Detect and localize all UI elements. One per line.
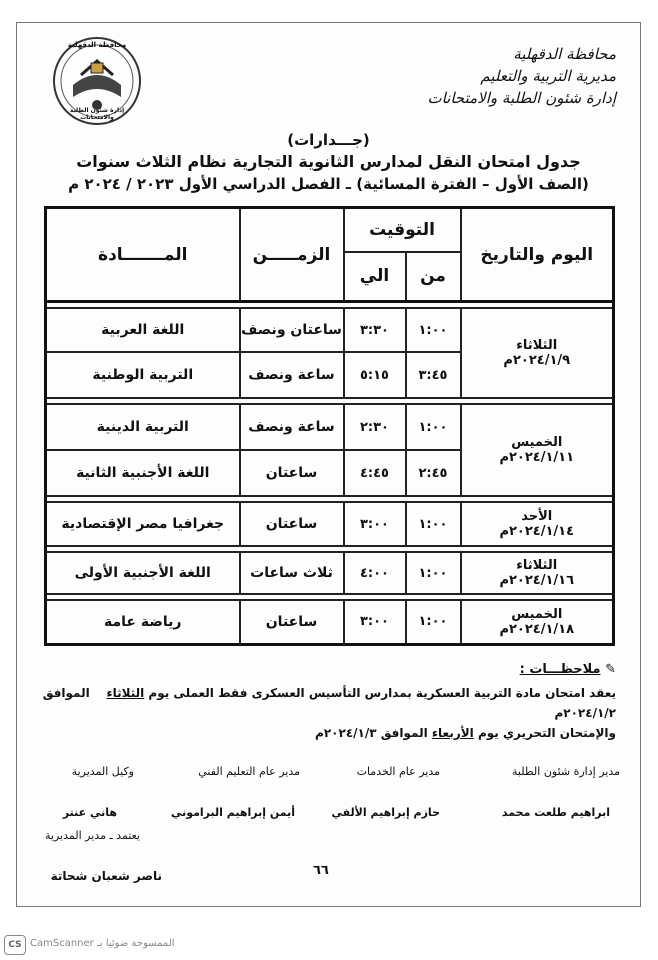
time-to: ٢:٣٠ xyxy=(344,404,406,450)
duration: ساعة ونصف xyxy=(240,404,344,450)
ministry-line: مديرية التربية والتعليم xyxy=(480,67,616,85)
day-date: ٢٠٢٤/١/١٤م xyxy=(499,524,575,539)
note-day: الثلاثاء xyxy=(106,686,145,700)
table-row xyxy=(46,552,614,594)
time-to: ٤:٤٥ xyxy=(344,450,406,496)
subject: اللغة الأجنبية الثانية xyxy=(46,450,240,496)
subject: اللغة الأجنبية الأولى xyxy=(46,552,240,594)
day-cell xyxy=(461,308,614,398)
subject: اللغة العربية xyxy=(46,308,240,352)
page-number: ٦٦ xyxy=(313,863,329,878)
day-date: ٢٠٢٤/١/١١م xyxy=(499,450,575,465)
header-from: من xyxy=(406,252,461,302)
logo-caption-bottom: إدارة شئون الطلبة والامتحانات xyxy=(69,107,125,121)
note-text: والإمتحان التحريري يوم xyxy=(477,726,616,740)
document-page xyxy=(16,22,641,907)
table-row xyxy=(46,308,614,352)
title-line-3: (الصف الأول – الفترة المسائية) ـ الفصل الدراسي الأول ٢٠٢٣ / ٢٠٢٤ م xyxy=(68,175,589,193)
pen-icon: ✎ xyxy=(605,662,616,677)
time-to: ٣:٠٠ xyxy=(344,502,406,546)
duration: ساعة ونصف xyxy=(240,352,344,398)
note-date: الموافق ٢٠٢٤/١/٣م xyxy=(315,726,428,740)
duration: ساعتان ونصف xyxy=(240,308,344,352)
day-cell xyxy=(461,404,614,496)
day-name: الخميس xyxy=(511,435,563,450)
time-to: ٣:٠٠ xyxy=(344,600,406,644)
table-row xyxy=(46,404,614,450)
subject: جغرافيا مصر الإقتصادية xyxy=(46,502,240,546)
signature-title: مدير عام الخدمات xyxy=(356,765,440,778)
duration: ساعتان xyxy=(240,600,344,644)
signature-title: وكيل المديرية xyxy=(71,765,134,778)
document-title xyxy=(17,129,640,195)
ministry-header xyxy=(396,43,616,109)
duration: ثلاث ساعات xyxy=(240,552,344,594)
notes-heading xyxy=(520,662,616,677)
time-from: ١:٠٠ xyxy=(406,600,461,644)
title-line-2: جدول امتحان النقل لمدارس الثانوية التجارية نظام الثلاث سنوات xyxy=(76,152,581,171)
day-name: الخميس xyxy=(511,606,563,622)
subject: التربية الدينية xyxy=(46,404,240,450)
day-name: الثلاثاء xyxy=(516,558,558,573)
note-line xyxy=(36,683,616,723)
time-from: ٢:٤٥ xyxy=(406,450,461,496)
signature-name: أيمن إبراهيم البراموني xyxy=(170,806,295,819)
header-timing: التوقيت xyxy=(344,208,461,252)
note-day: الأربعاء xyxy=(431,726,474,740)
day-date: ٢٠٢٤/١/١٦م xyxy=(499,573,575,588)
day-cell xyxy=(461,502,614,546)
day-cell xyxy=(461,600,614,644)
header-day-date: اليوم والتاريخ xyxy=(461,208,614,302)
title-line-1: (جـــدارات) xyxy=(287,131,370,149)
subject: رياضة عامة xyxy=(46,600,240,644)
signature-name: ابراهيم طلعت محمد xyxy=(501,806,610,819)
note-text: يعقد امتحان مادة التربية العسكرية بمدارس التأسيس العسكرى فقط العملى يوم xyxy=(148,686,616,700)
time-from: ١:٠٠ xyxy=(406,404,461,450)
camscanner-watermark: الممسوحة ضوئيا بـ CamScanner xyxy=(30,938,175,949)
note-line xyxy=(36,723,616,743)
signature-name: هاني عنتر xyxy=(62,806,117,819)
time-from: ١:٠٠ xyxy=(406,552,461,594)
duration: ساعتان xyxy=(240,502,344,546)
header-to: الي xyxy=(344,252,406,302)
exam-schedule-table xyxy=(44,206,615,646)
approval-title: يعتمد ـ مدير المديرية xyxy=(45,829,140,842)
signature-title: مدير عام التعليم الفني xyxy=(198,765,300,778)
notes-heading-text: ملاحظـــات : xyxy=(519,662,601,677)
header-duration: الزمـــــن xyxy=(240,208,344,302)
time-from: ٣:٤٥ xyxy=(406,352,461,398)
table-row xyxy=(46,600,614,644)
notes-body xyxy=(36,683,616,743)
camscanner-icon: CS xyxy=(4,935,26,955)
signature-name: حازم إبراهيم الألفي xyxy=(331,806,440,819)
logo-caption-top: محافظة الدقهلية xyxy=(67,41,127,49)
day-name: الأحد xyxy=(521,509,553,524)
time-from: ١:٠٠ xyxy=(406,502,461,546)
day-cell xyxy=(461,552,614,594)
day-name: الثلاثاء xyxy=(516,338,558,353)
time-from: ١:٠٠ xyxy=(406,308,461,352)
duration: ساعتان xyxy=(240,450,344,496)
day-date: ٢٠٢٤/١/٩م xyxy=(503,353,571,368)
time-to: ٥:١٥ xyxy=(344,352,406,398)
table-row xyxy=(46,502,614,546)
director-name: ناصر شعبان شحاتة xyxy=(50,869,162,883)
ministry-line: محافظة الدقهلية xyxy=(513,45,616,63)
signature-title: مدير إدارة شئون الطلبة xyxy=(512,765,620,778)
ministry-line: إدارة شئون الطلبة والامتحانات xyxy=(427,89,616,107)
time-to: ٣:٣٠ xyxy=(344,308,406,352)
note-date: الموافق ٢٠٢٤/١/٢م xyxy=(42,686,616,720)
day-date: ٢٠٢٤/١/١٨م xyxy=(499,621,575,637)
header-subject: المـــــــادة xyxy=(46,208,240,302)
time-to: ٤:٠٠ xyxy=(344,552,406,594)
subject: التربية الوطنية xyxy=(46,352,240,398)
